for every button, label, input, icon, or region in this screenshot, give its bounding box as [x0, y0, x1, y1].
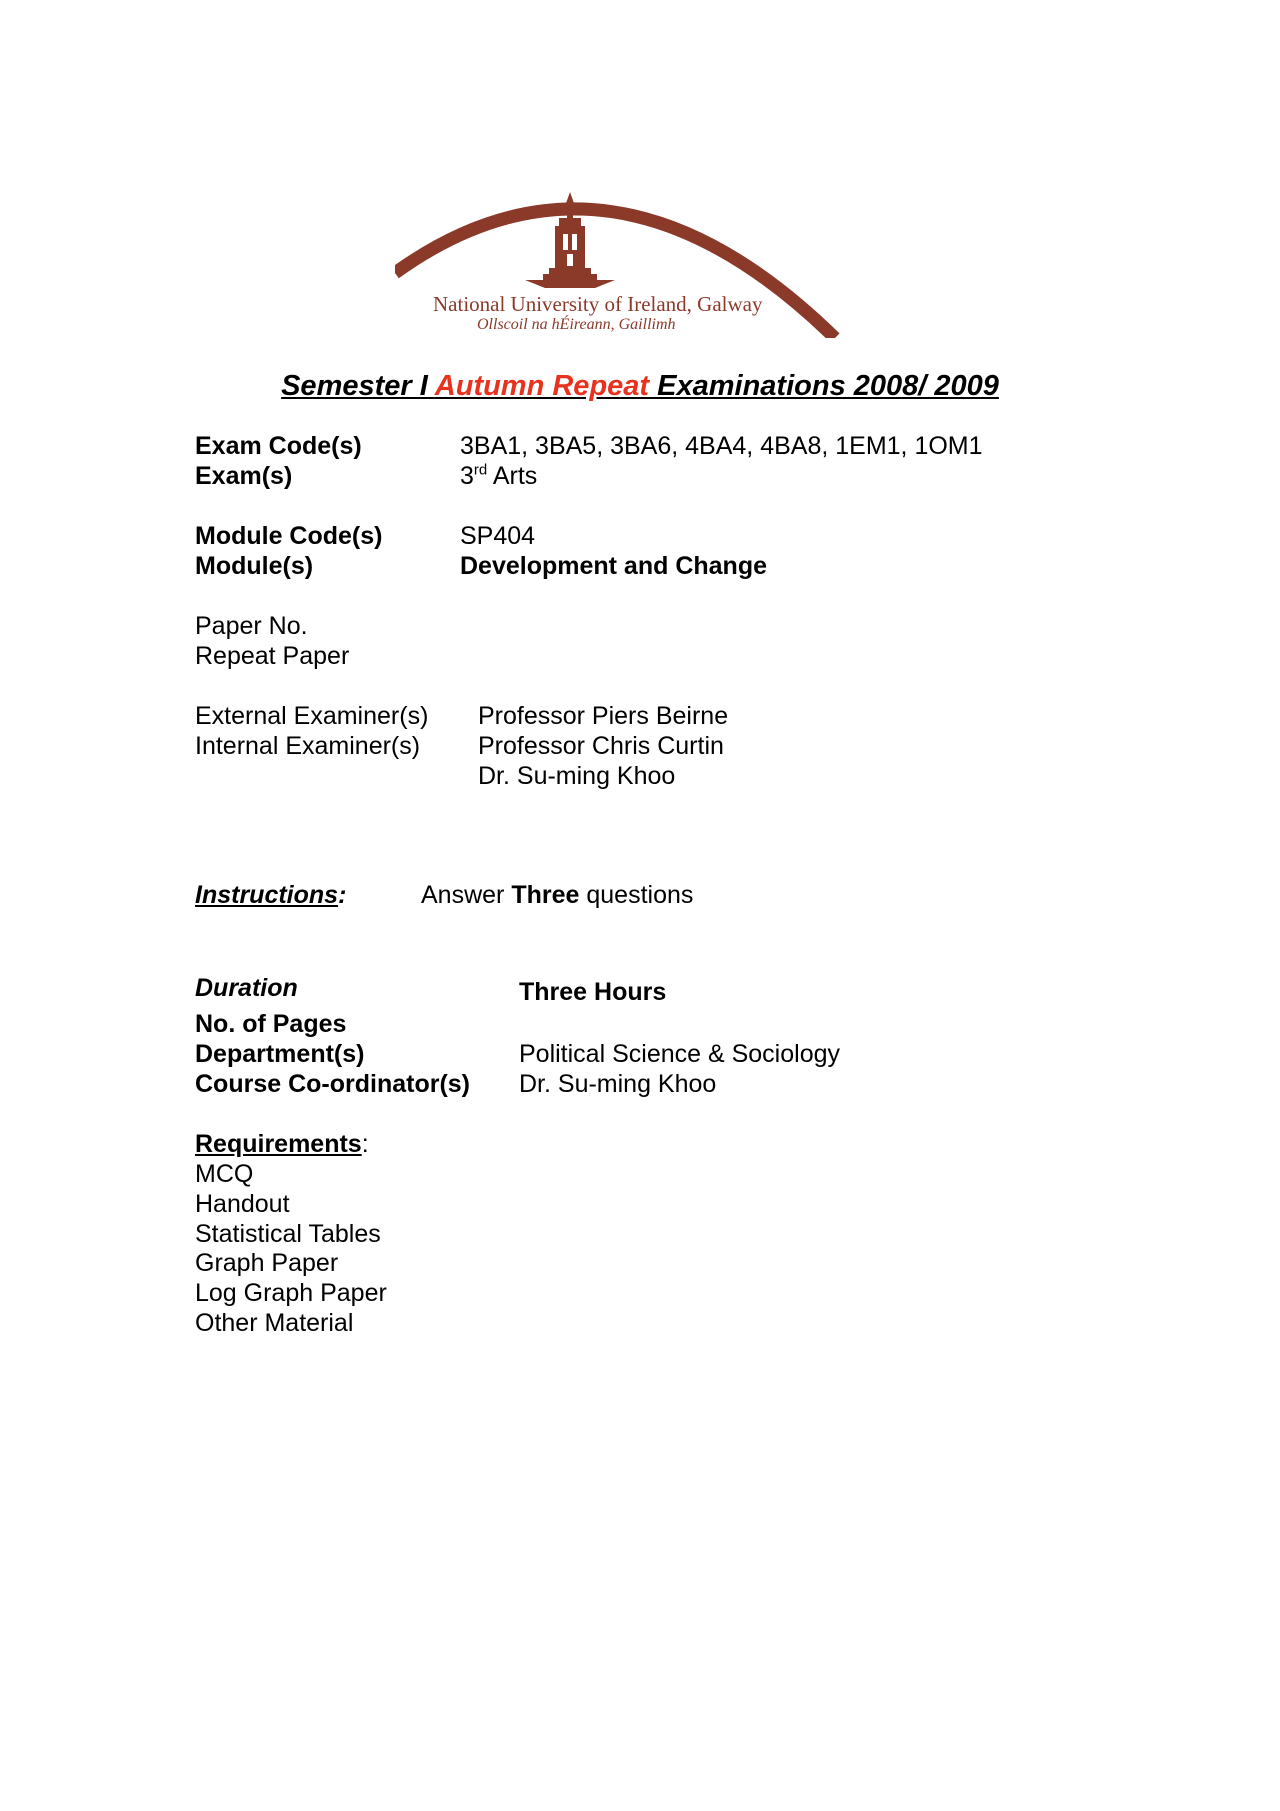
duration-value: Three Hours — [519, 978, 667, 1006]
internal-examiner-label: Internal Examiner(s) — [195, 732, 421, 760]
logo-name-en: National University of Ireland, Galway — [433, 292, 763, 316]
requirements-label-text: Requirements — [195, 1130, 362, 1158]
requirements-label — [195, 1129, 369, 1159]
page-title — [0, 370, 1280, 403]
requirement-item: Log Graph Paper — [195, 1279, 387, 1307]
exam-value-sup: rd — [473, 461, 488, 479]
requirement-item: MCQ — [195, 1160, 254, 1188]
exam-label: Exam(s) — [195, 462, 293, 490]
instructions-bold: Three — [511, 881, 580, 909]
external-examiner-value: Professor Piers Beirne — [478, 702, 729, 730]
exam-code-value: 3BA1, 3BA5, 3BA6, 4BA4, 4BA8, 1EM1, 1OM1 — [460, 432, 983, 460]
instructions-label — [195, 880, 346, 910]
requirement-item: Statistical Tables — [195, 1220, 381, 1248]
exam-value — [460, 461, 537, 491]
department-label: Department(s) — [195, 1040, 365, 1068]
exam-code-label: Exam Code(s) — [195, 432, 362, 460]
module-code-value: SP404 — [460, 522, 536, 550]
instructions-label-text: Instructions — [195, 881, 339, 909]
module-code-label: Module Code(s) — [195, 522, 383, 550]
department-value: Political Science & Sociology — [519, 1040, 840, 1068]
logo-name-ga: Ollscoil na hÉireann, Gaillimh — [477, 316, 676, 333]
module-value: Development and Change — [460, 552, 767, 580]
title-part-autumn-repeat: Autumn Repeat — [434, 370, 650, 402]
external-examiner-label: External Examiner(s) — [195, 702, 429, 730]
exam-value-num: 3 — [460, 462, 474, 490]
paper-no-label: Paper No. — [195, 612, 308, 640]
instructions-post: questions — [579, 881, 694, 909]
repeat-paper-label: Repeat Paper — [195, 642, 350, 670]
module-label: Module(s) — [195, 552, 314, 580]
exam-value-rest: Arts — [487, 462, 538, 490]
coordinator-label: Course Co-ordinator(s) — [195, 1070, 470, 1098]
duration-label: Duration — [195, 974, 298, 1002]
university-logo — [395, 178, 885, 338]
requirements-colon: : — [361, 1130, 369, 1158]
pages-label: No. of Pages — [195, 1010, 347, 1038]
instructions-pre: Answer — [421, 881, 512, 909]
title-part-semester: Semester I — [281, 370, 435, 402]
instructions-value — [421, 880, 693, 910]
internal-examiner-value-2: Dr. Su-ming Khoo — [478, 762, 676, 790]
requirement-item: Graph Paper — [195, 1249, 339, 1277]
instructions-colon: : — [338, 881, 347, 909]
coordinator-value: Dr. Su-ming Khoo — [519, 1070, 717, 1098]
requirement-item: Handout — [195, 1190, 290, 1218]
title-part-examinations: Examinations 2008/ 2009 — [649, 370, 999, 402]
requirement-item: Other Material — [195, 1309, 354, 1337]
internal-examiner-value-1: Professor Chris Curtin — [478, 732, 724, 760]
